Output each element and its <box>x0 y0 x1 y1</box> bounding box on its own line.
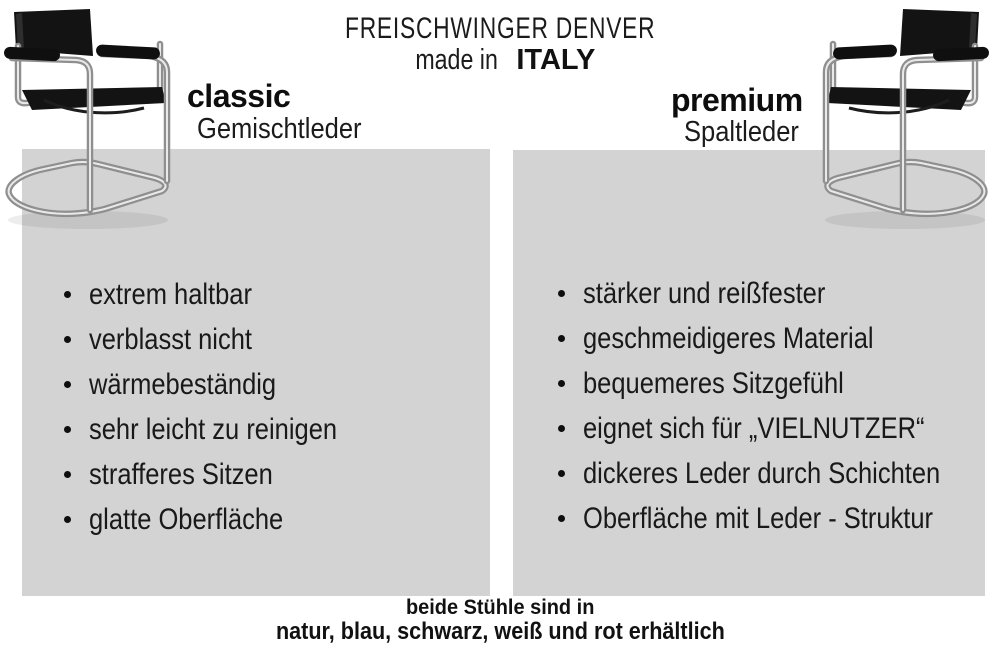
feature-item <box>64 272 484 317</box>
bullet-icon <box>64 516 71 523</box>
page-title: FREISCHWINGER DENVER <box>344 12 656 45</box>
feature-text: strafferes Sitzen <box>89 457 273 491</box>
feature-text: verblasst nicht <box>89 322 252 356</box>
bullet-icon <box>558 470 565 477</box>
feature-text: extrem haltbar <box>89 277 252 311</box>
footer-text-2: natur, blau, schwarz, weiß und rot erhältlich <box>275 618 725 645</box>
feature-item <box>558 271 979 316</box>
feature-item <box>64 362 484 407</box>
premium-feature-list <box>558 271 979 541</box>
feature-item <box>558 406 979 451</box>
feature-item <box>64 407 484 452</box>
bullet-icon <box>558 380 565 387</box>
bullet-icon <box>64 336 71 343</box>
feature-text: bequemeres Sitzgefühl <box>583 366 844 400</box>
feature-item <box>64 452 484 497</box>
feature-text: wärmebeständig <box>89 367 277 401</box>
material-label-right: Spaltleder <box>684 116 799 148</box>
bullet-icon <box>558 290 565 297</box>
feature-item <box>558 361 979 406</box>
feature-text: eignet sich für „VIELNUTZER“ <box>583 411 925 445</box>
made-in-text: made in <box>415 44 498 76</box>
feature-text: glatte Oberfläche <box>89 502 284 536</box>
feature-text: Oberfläche mit Leder - Struktur <box>583 501 934 535</box>
feature-item <box>558 496 979 541</box>
cantilever-chair-icon <box>0 2 187 240</box>
feature-item <box>64 497 484 542</box>
variant-label-premium: premium <box>671 82 803 118</box>
bullet-icon <box>64 291 71 298</box>
footer-line-1 <box>0 596 1000 620</box>
classic-feature-list <box>64 272 484 542</box>
footer-text-1: beide Stühle sind in <box>405 596 595 619</box>
material-label-left: Gemischtleder <box>197 113 362 145</box>
cantilever-chair-mirrored-icon <box>806 2 1000 240</box>
feature-item <box>64 317 484 362</box>
footer-line-2 <box>0 618 1000 646</box>
bullet-icon <box>64 471 71 478</box>
feature-item <box>558 316 979 361</box>
chair-image-premium <box>806 2 1000 240</box>
bullet-icon <box>64 381 71 388</box>
bullet-icon <box>558 335 565 342</box>
variant-label-classic: classic <box>187 78 291 114</box>
feature-text: geschmeidigeres Material <box>583 321 874 355</box>
country-text: ITALY <box>516 44 596 76</box>
feature-item <box>558 451 979 496</box>
bullet-icon <box>558 515 565 522</box>
bullet-icon <box>558 425 565 432</box>
feature-text: stärker und reißfester <box>583 276 826 310</box>
chair-image-classic <box>0 2 187 240</box>
bullet-icon <box>64 426 71 433</box>
feature-text: sehr leicht zu reinigen <box>89 412 338 446</box>
feature-text: dickeres Leder durch Schichten <box>583 456 941 490</box>
